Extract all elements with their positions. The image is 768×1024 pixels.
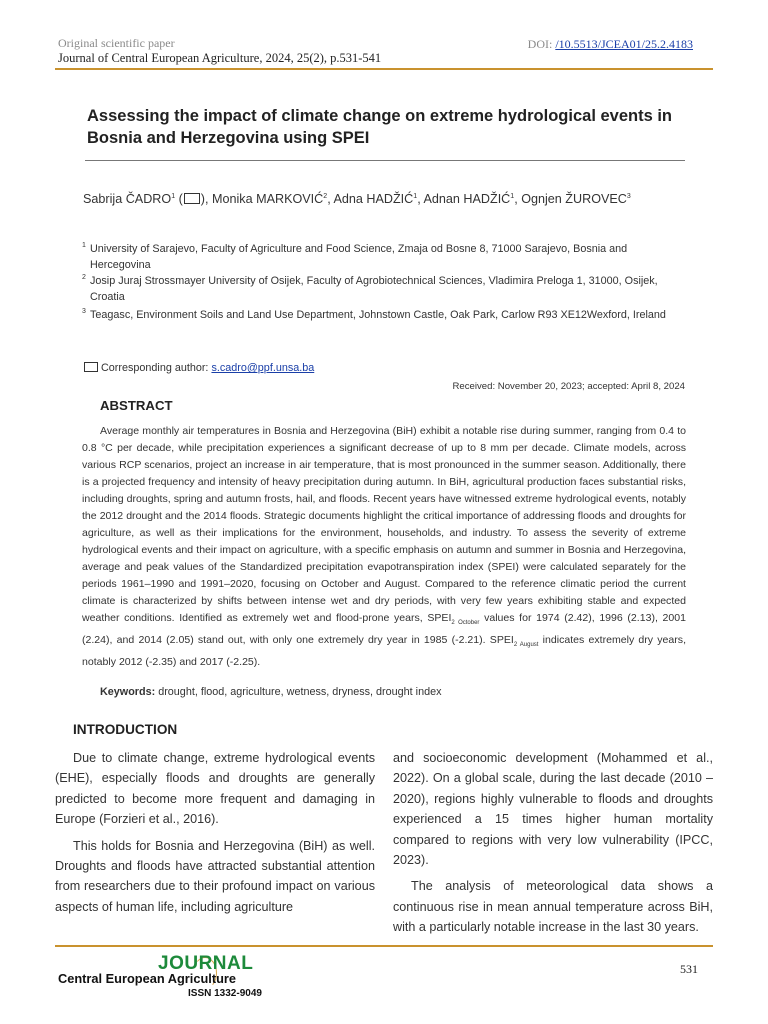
corresponding-author xyxy=(83,362,314,374)
affiliation-text: Teagasc, Environment Soils and Land Use Department, Johnstown Castle, Oak Park, Carlow R93 XE12Wexford, Ireland xyxy=(90,309,666,321)
author-affiliation-mark: 1 xyxy=(171,192,176,200)
keywords-label: Keywords: xyxy=(100,686,156,698)
author-name: , Ognjen ŽUROVEC xyxy=(514,192,627,206)
logo-issn: ISSN 1332-9049 xyxy=(188,988,262,999)
introduction-heading: INTRODUCTION xyxy=(73,722,178,737)
author-separator: ( xyxy=(175,192,183,206)
author-name: Monika MARKOVIĆ xyxy=(212,192,324,206)
paragraph: and socioeconomic development (Mohammed et al., 2022). On a global scale, during the last decade (2010 – 2020), regions highly vulnerable to floods and droughts experienced a 15 times higher human mortality compared to regions with very low vulnerability (IPCC, 2023). xyxy=(393,751,713,868)
corresponding-email-link[interactable]: s.cadro@ppf.unsa.ba xyxy=(211,362,315,374)
affiliation-number: 2 xyxy=(82,274,86,281)
abstract-heading: ABSTRACT xyxy=(100,398,173,413)
keywords xyxy=(100,686,441,698)
author-affiliation-mark: 1 xyxy=(413,192,418,200)
logo-journal-name: Central European Agriculture xyxy=(58,971,237,986)
author-affiliation-mark: 2 xyxy=(323,192,328,200)
author-name: , Adnan HADŽIĆ xyxy=(417,192,511,206)
spei-subscript: 2 August xyxy=(513,642,539,649)
abstract-body xyxy=(82,423,686,671)
logo-journal-word: JOURNAL xyxy=(158,953,254,974)
author-list xyxy=(83,192,703,206)
paragraph: This holds for Bosnia and Herzegovina (BiH) as well. Droughts and floods have attracted substantial attention from researchers due to their profound impact on various aspects of human life, including agriculture xyxy=(55,838,375,914)
spei-subscript: 2 October xyxy=(451,620,480,627)
title-rule xyxy=(85,160,685,161)
author-name: Sabrija ČADRO xyxy=(83,192,172,206)
abstract-text: indicates extremely dry years, notably 2012 (-2.35) and 2017 (-2.25). xyxy=(82,634,686,669)
affiliation-number: 1 xyxy=(82,242,86,249)
doi-link[interactable]: /10.5513/JCEA01/25.2.4183 xyxy=(555,37,693,51)
abstract-text: Average monthly air temperatures in Bosnia and Herzegovina (BiH) exhibit a notable rise during summer, ranging from 0.4 to 0.8 °C per decade, while precipitation experiences a significant decrease of up to 8 mm per decade. Climate models, across various RCP scenarios, project an increase in air temperature, that is most pronounced in the summer season. Additionally, there is a projected frequency and intensity of heavy precipitation during autumn. In BiH, agricultural production faces substantial risks, including droughts, spring and autumn frosts, hail, and floods. Recent years have witnessed extreme hydrological events, notably the 2012 drought and the 2014 floods. Strategic documents highlight the critical importance of addressing floods and droughts for agriculture, as well as their implications for the environment, households, and industry. To assess the severity of extreme hydrological events and their impact on agriculture, with a specific emphasis on autumn and summer in Bosnia and Herzegovina, average and peak values of the Standardized precipitation evapotranspiration index (SPEI) were calculated separately for the periods 1961–1990 and 1991–2020, focusing on October and August. Compared to the reference climatic period the current climate is characterized by shifts between intense wet and dry periods, with very few years exhibiting stable and expected weather conditions. Identified as extremely wet and flood-prone years, SPEI xyxy=(82,425,686,624)
right-column xyxy=(393,748,713,944)
journal-logo xyxy=(58,953,298,1003)
paragraph: Due to climate change, extreme hydrological events (EHE), especially floods and droughts are generally predicted to become more frequent and damaging in Europe (Forzieri et al., 2016). xyxy=(55,751,375,827)
affiliation-number: 3 xyxy=(82,308,86,315)
author-separator: ), xyxy=(200,192,212,206)
affiliation xyxy=(82,273,687,305)
affiliation xyxy=(82,307,687,323)
keywords-text: drought, flood, agriculture, wetness, dryness, drought index xyxy=(155,686,442,698)
header-rule xyxy=(55,68,713,70)
footer-rule xyxy=(55,945,713,947)
journal-citation: Journal of Central European Agriculture, 2024, 25(2), p.531-541 xyxy=(58,51,382,65)
article-type: Original scientific paper xyxy=(58,36,175,50)
author-affiliation-mark: 1 xyxy=(510,192,515,200)
envelope-icon xyxy=(84,362,98,372)
paper-title: Assessing the impact of climate change on extreme hydrological events in Bosnia and Herzegovina using SPEI xyxy=(87,107,673,147)
corresponding-label: Corresponding author: xyxy=(101,362,212,374)
paragraph: The analysis of meteorological data shows a continuous rise in mean annual temperature across BiH, with a particularly notable increase in the last 30 years. xyxy=(393,879,713,935)
abstract-text: values for 1974 (2.42), 1996 (2.13), 2001 (2.24), and 2014 (2.05) stand out, with only one extremely dry year in 1985 (-2.21). SPEI xyxy=(82,612,686,647)
affiliation-text: University of Sarajevo, Faculty of Agriculture and Food Science, Zmaja od Bosne 8, 71000 Sarajevo, Bosnia and Hercegovina xyxy=(90,243,628,271)
affiliation xyxy=(82,241,687,273)
page-number: 531 xyxy=(680,962,698,976)
left-column xyxy=(55,748,375,923)
doi-label: DOI: xyxy=(527,37,556,51)
affiliation-text: Josip Juraj Strossmayer University of Osijek, Faculty of Agrobiotechnical Sciences, Vladimira Preloga 1, 31000, Osijek, Croatia xyxy=(90,275,658,303)
received-dates: Received: November 20, 2023; accepted: April 8, 2024 xyxy=(452,381,685,392)
author-affiliation-mark: 3 xyxy=(626,192,631,200)
doi xyxy=(528,37,693,52)
author-name: , Adna HADŽIĆ xyxy=(327,192,414,206)
envelope-icon[interactable] xyxy=(184,193,200,204)
